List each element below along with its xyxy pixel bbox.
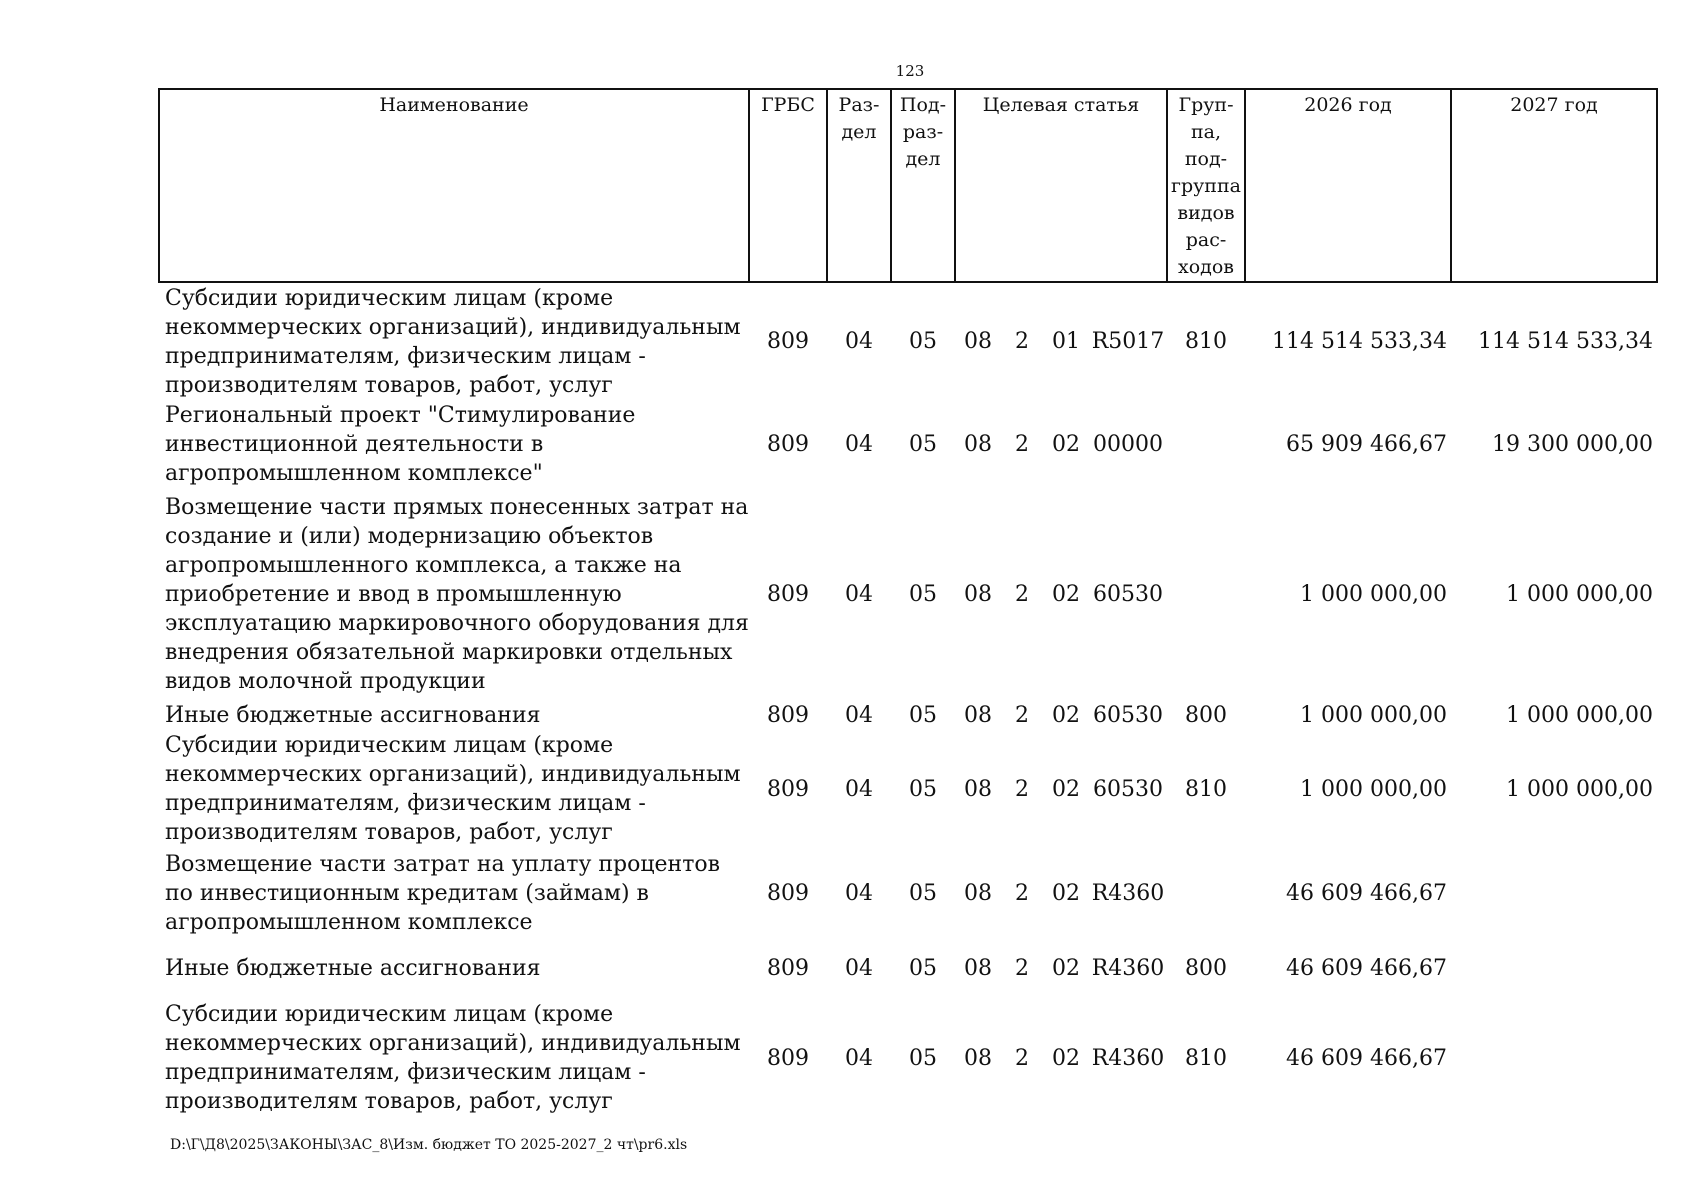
row-razdel: 04 bbox=[845, 880, 873, 906]
row-target-program: 08 bbox=[964, 955, 992, 981]
header-year-2026: 2026 год bbox=[1245, 89, 1451, 282]
file-path-footer: D:\Г\Д8\2025\ЗАКОНЫ\ЗАС_8\Изм. бюджет ТО 2025-2027_2 чт\pr6.xls bbox=[170, 1137, 688, 1153]
row-amount-2027: 1 000 000,00 bbox=[1506, 581, 1653, 607]
table-row bbox=[159, 730, 1657, 848]
row-target-direction: 60530 bbox=[1093, 702, 1163, 728]
row-amount-2027: 114 514 533,34 bbox=[1478, 329, 1653, 354]
row-expense-group bbox=[1167, 848, 1245, 938]
header-podrazdel: Под- раз- дел bbox=[891, 89, 955, 282]
row-podrazdel: 05 bbox=[909, 776, 937, 802]
row-target-program: 08 bbox=[964, 880, 992, 906]
row-target-direction: R5017 bbox=[1091, 329, 1165, 354]
row-target-direction: R4360 bbox=[1091, 880, 1165, 906]
row-amount-2026: 114 514 533,34 bbox=[1272, 329, 1447, 354]
row-podrazdel: 05 bbox=[909, 880, 937, 906]
row-razdel: 04 bbox=[845, 702, 873, 728]
row-target-program: 08 bbox=[964, 776, 992, 802]
row-target-program: 08 bbox=[964, 702, 992, 728]
row-podrazdel: 05 bbox=[909, 955, 937, 981]
row-target-direction: R4360 bbox=[1091, 1045, 1165, 1071]
table-header bbox=[159, 89, 1657, 282]
row-target-type: 2 bbox=[1015, 329, 1029, 354]
row-grbs: 809 bbox=[767, 702, 809, 728]
row-amount-2026: 46 609 466,67 bbox=[1286, 1045, 1447, 1071]
table-row bbox=[159, 400, 1657, 488]
row-target-program: 08 bbox=[964, 431, 992, 457]
row-target-event: 02 bbox=[1052, 955, 1080, 981]
row-target-direction: 60530 bbox=[1093, 581, 1163, 607]
row-name: Иные бюджетные ассигнования bbox=[165, 702, 541, 728]
row-expense-group: 810 bbox=[1185, 329, 1227, 354]
row-expense-group bbox=[1167, 400, 1245, 488]
page-number: 123 bbox=[895, 62, 925, 80]
row-target-type: 2 bbox=[1015, 431, 1029, 457]
row-grbs: 809 bbox=[767, 880, 809, 906]
row-target-event: 02 bbox=[1052, 702, 1080, 728]
row-name: Субсидии юридическим лицам (кроме некоммерческих организаций), индивидуальным предпринимателям, физическим лицам - производителям товаров, работ, услуг bbox=[165, 733, 741, 845]
row-amount-2027 bbox=[1451, 938, 1657, 998]
table-row bbox=[159, 998, 1657, 1118]
row-target-type: 2 bbox=[1015, 776, 1029, 802]
row-razdel: 04 bbox=[845, 776, 873, 802]
row-amount-2026: 1 000 000,00 bbox=[1300, 702, 1447, 728]
header-target-article: Целевая статья bbox=[955, 89, 1167, 282]
table-row bbox=[159, 282, 1657, 400]
row-target-event: 02 bbox=[1052, 880, 1080, 906]
row-target-program: 08 bbox=[964, 329, 992, 354]
row-name: Иные бюджетные ассигнования bbox=[165, 955, 541, 981]
row-razdel: 04 bbox=[845, 1045, 873, 1071]
row-target-program: 08 bbox=[964, 1045, 992, 1071]
table-row bbox=[159, 848, 1657, 938]
row-podrazdel: 05 bbox=[909, 1045, 937, 1071]
row-expense-group bbox=[1167, 488, 1245, 700]
row-podrazdel: 05 bbox=[909, 581, 937, 607]
row-target-program: 08 bbox=[964, 581, 992, 607]
table-row bbox=[159, 938, 1657, 998]
row-expense-group: 810 bbox=[1185, 1045, 1227, 1071]
row-amount-2026: 46 609 466,67 bbox=[1286, 955, 1447, 981]
row-amount-2027: 19 300 000,00 bbox=[1492, 431, 1653, 457]
row-amount-2027: 1 000 000,00 bbox=[1506, 776, 1653, 802]
row-razdel: 04 bbox=[845, 431, 873, 457]
row-name: Субсидии юридическим лицам (кроме некоммерческих организаций), индивидуальным предпринимателям, физическим лицам - производителям товаров, работ, услуг bbox=[165, 1002, 741, 1114]
row-target-event: 02 bbox=[1052, 776, 1080, 802]
row-razdel: 04 bbox=[845, 581, 873, 607]
row-target-direction: 00000 bbox=[1093, 431, 1163, 457]
row-amount-2026: 1 000 000,00 bbox=[1300, 776, 1447, 802]
row-amount-2026: 1 000 000,00 bbox=[1300, 581, 1447, 607]
row-podrazdel: 05 bbox=[909, 431, 937, 457]
row-expense-group: 800 bbox=[1185, 702, 1227, 728]
row-target-event: 02 bbox=[1052, 431, 1080, 457]
header-grbs: ГРБС bbox=[749, 89, 827, 282]
row-grbs: 809 bbox=[767, 329, 809, 354]
row-razdel: 04 bbox=[845, 329, 873, 354]
row-amount-2027: 1 000 000,00 bbox=[1506, 702, 1653, 728]
row-grbs: 809 bbox=[767, 955, 809, 981]
row-name: Субсидии юридическим лицам (кроме некоммерческих организаций), индивидуальным предпринимателям, физическим лицам - производителям товаров, работ, услуг bbox=[165, 285, 741, 398]
row-razdel: 04 bbox=[845, 955, 873, 981]
row-target-direction: R4360 bbox=[1091, 955, 1165, 981]
row-expense-group: 800 bbox=[1185, 955, 1227, 981]
row-amount-2027 bbox=[1451, 848, 1657, 938]
row-amount-2027 bbox=[1451, 998, 1657, 1118]
row-grbs: 809 bbox=[767, 431, 809, 457]
row-target-type: 2 bbox=[1015, 880, 1029, 906]
row-name: Возмещение части прямых понесенных затрат на создание и (или) модернизацию объектов агропромышленного комплекса, а также на приобретение и ввод в промышленную эксплуатацию маркировочного оборудования для внедрения обязательной маркировки отдельных видов молочной продукции bbox=[165, 494, 749, 694]
row-target-type: 2 bbox=[1015, 702, 1029, 728]
row-target-event: 01 bbox=[1052, 329, 1080, 354]
row-grbs: 809 bbox=[767, 776, 809, 802]
row-target-event: 02 bbox=[1052, 581, 1080, 607]
table-row bbox=[159, 488, 1657, 700]
table-row bbox=[159, 700, 1657, 730]
row-target-type: 2 bbox=[1015, 955, 1029, 981]
row-name: Возмещение части затрат на уплату процентов по инвестиционным кредитам (займам) в агропромышленном комплексе bbox=[165, 851, 721, 935]
row-podrazdel: 05 bbox=[909, 329, 937, 354]
row-target-event: 02 bbox=[1052, 1045, 1080, 1071]
header-name: Наименование bbox=[159, 89, 749, 282]
row-expense-group: 810 bbox=[1185, 776, 1227, 802]
row-target-direction: 60530 bbox=[1093, 776, 1163, 802]
row-name: Региональный проект "Стимулирование инвестиционной деятельности в агропромышленном комплексе" bbox=[165, 402, 636, 486]
row-amount-2026: 46 609 466,67 bbox=[1286, 880, 1447, 906]
row-grbs: 809 bbox=[767, 581, 809, 607]
row-podrazdel: 05 bbox=[909, 702, 937, 728]
table-body bbox=[159, 282, 1657, 1118]
row-grbs: 809 bbox=[767, 1045, 809, 1071]
header-year-2027: 2027 год bbox=[1451, 89, 1657, 282]
row-target-type: 2 bbox=[1015, 1045, 1029, 1071]
row-target-type: 2 bbox=[1015, 581, 1029, 607]
budget-table bbox=[158, 88, 1658, 1118]
header-expense-group: Груп- па, под- группа видов рас- ходов bbox=[1167, 89, 1245, 282]
row-amount-2026: 65 909 466,67 bbox=[1286, 431, 1447, 457]
header-razdel: Раз- дел bbox=[827, 89, 891, 282]
